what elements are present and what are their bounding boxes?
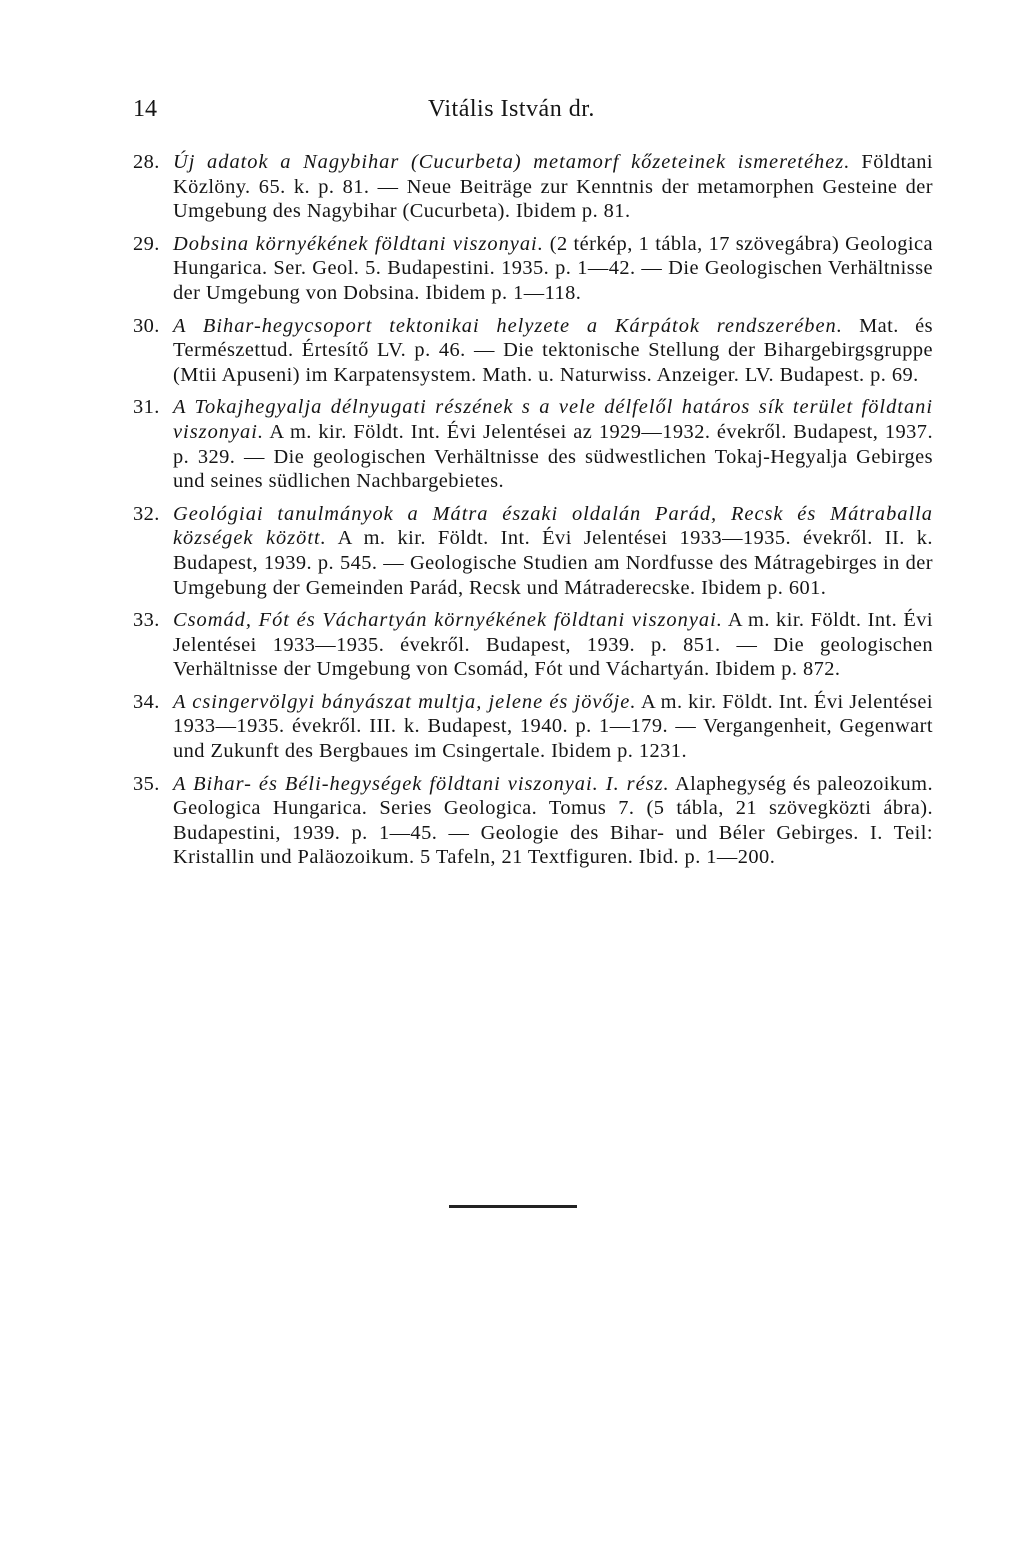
reference-details: Földtani Közlöny. 65. k. p. 81. — Neue Beiträge zur Kenntnis der metamorphen Gesteine der Umgebung des Nagybihar (Cucurbeta). Ibidem p. 81. [173, 151, 934, 223]
reference-number: 32. [133, 502, 160, 525]
reference-details: A m. kir. Földt. Int. Évi Jelentései 1933—1935. évekről. Budapest, 1939. p. 851. — Die geologischen Verhältnisse der Umgebung von Csomád, Fót und Váchartyán. Ibidem p. 872. [173, 609, 933, 681]
reference-list [133, 150, 933, 878]
reference-title: A Bihar- és Béli-hegységek földtani viszonyai. I. rész. [173, 772, 670, 795]
reference-title: A csingervölgyi bányászat multja, jelene és jövője. [173, 690, 637, 713]
reference-entry [133, 232, 933, 306]
reference-title: Csomád, Fót és Váchartyán környékének földtani viszonyai. [173, 609, 723, 632]
reference-number: 33. [133, 609, 160, 632]
reference-details: Mat. és Természettud. Értesítő LV. p. 46. — Die tektonische Stellung der Bihargebirgsgruppe (Mtii Apuseni) im Karpatensystem. Math. u. Naturwiss. Anzeiger. LV. Budapest. p. 69. [173, 314, 933, 386]
reference-entry [133, 150, 933, 224]
reference-number: 28. [133, 151, 160, 173]
reference-number: 29. [133, 232, 160, 255]
reference-title: Új adatok a Nagybihar (Cucurbeta) metamorf kőzeteinek ismeretéhez. [173, 151, 851, 173]
reference-title: Geológiai tanulmányok a Mátra északi oldalán Parád, Recsk és Mátraballa községek között. [173, 502, 933, 550]
reference-details: (2 térkép, 1 tábla, 17 szövegábra) Geologica Hungarica. Ser. Geol. 5. Budapestini. 1935. p. 1—42. — Die Geologischen Verhältnisse der Umgebung von Dobsina. Ibidem p. 1—118. [173, 232, 933, 304]
page-number: 14 [133, 96, 157, 122]
reference-number: 34. [133, 690, 160, 713]
reference-details: A m. kir. Földt. Int. Évi Jelentései 1933—1935. évekről. II. k. Budapest, 1939. p. 545. — Geologische Studien am Nordfusse des Mátragebirges in der Umgebung der Gemeinden Parád, Recsk und Mátraderecske. Ibidem p. 601. [173, 527, 933, 599]
reference-details: Alaphegység és paleozoikum. Geologica Hungarica. Series Geologica. Tomus 7. (5 tábla, 21 szövegközti ábra). Budapestini, 1939. p. 1—45. — Geologie des Bihar- und Béler Gebirges. I. Teil: Kristallin und Paläozoikum. 5 Tafeln, 21 Textfiguren. Ibid. p. 1—200. [173, 772, 933, 869]
reference-entry [133, 395, 933, 493]
reference-number: 31. [133, 396, 160, 419]
reference-number: 35. [133, 772, 160, 795]
reference-entry [133, 772, 933, 870]
reference-entry [133, 314, 933, 388]
reference-title: A Bihar-hegycsoport tektonikai helyzete a Kárpátok rendszerében. [173, 314, 843, 337]
reference-title: Dobsina környékének földtani viszonyai. [173, 232, 544, 255]
reference-details: A m. kir. Földt. Int. Évi Jelentései 1933—1935. évekről. III. k. Budapest, 1940. p. 1—179. — Vergangenheit, Gegenwart und Zukunft des Bergbaues im Csingertale. Ibidem p. 1231. [173, 690, 934, 763]
reference-details: A m. kir. Földt. Int. Évi Jelentései az 1929—1932. évekről. Budapest, 1937. p. 329. — Die geologischen Verhältnisse des südwestlichen Tokaj-Hegyalja Gebirges und seines südlichen Nachbargebietes. [173, 420, 933, 493]
reference-entry [133, 502, 933, 600]
end-rule [449, 1205, 577, 1208]
reference-entry [133, 690, 933, 764]
reference-number: 30. [133, 314, 160, 337]
running-head: Vitális István dr. [428, 96, 595, 122]
reference-entry [133, 608, 933, 682]
page-header [133, 96, 933, 124]
reference-title: A Tokajhegyalja délnyugati részének s a vele délfelől határos sík terület földtani viszonyai. [173, 396, 933, 443]
